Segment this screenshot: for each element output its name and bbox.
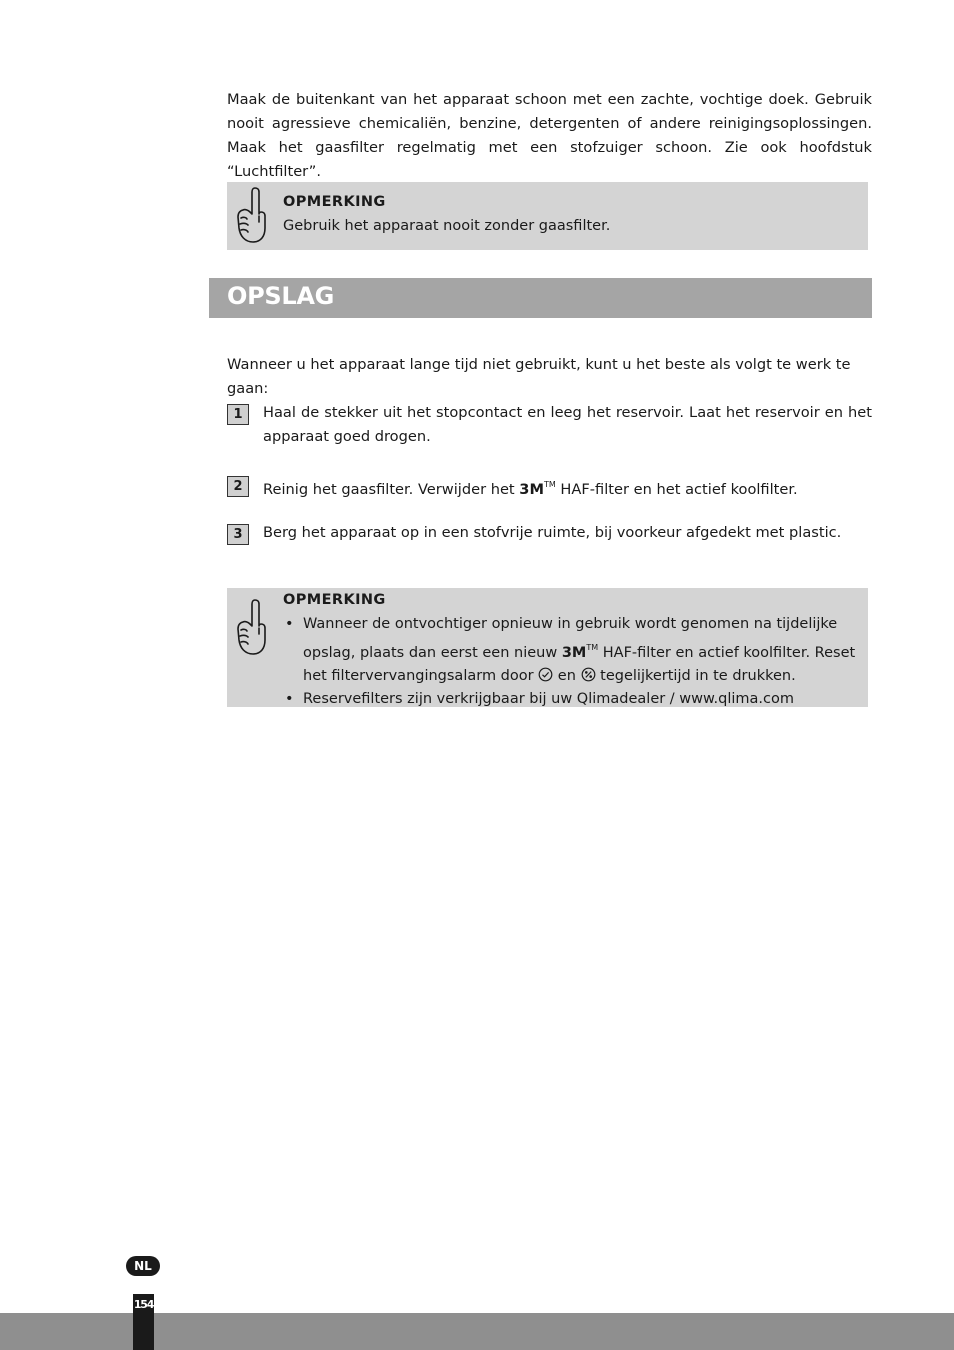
page-number: 154	[133, 1298, 154, 1311]
list-item	[283, 613, 858, 688]
page-tab	[133, 1294, 154, 1350]
step-text: Berg het apparaat op in een stofvrije ruimte, bij voorkeur afgedekt met plastic.	[263, 524, 842, 541]
note-text-part: tegelijkertijd in te drukken.	[595, 668, 796, 684]
trademark-mark: TM	[543, 480, 556, 489]
section-lead: Wanneer u het apparaat lange tijd niet gebruikt, kunt u het beste als volgt te werk te gaan:	[227, 356, 851, 397]
list-item: • Reservefilters zijn verkrijgbaar bij uw Qlimadealer / www.qlima.com	[283, 688, 858, 711]
note-box	[227, 588, 868, 707]
step-text-part: Reinig het gaasfilter. Verwijder het	[263, 481, 520, 498]
note-title: OPMERKING	[283, 592, 386, 608]
cleaning-paragraph: Maak de buitenkant van het apparaat schoon met een zachte, vochtige doek. Gebruik nooit agressieve chemicaliën, benzine, detergenten of andere reinigingsoplossingen. Maak het gaasfilter regelmatig met een stofzuiger schoon. Zie ook hoofdstuk “Luchtfilter”.	[227, 91, 872, 180]
step-number: 2	[227, 476, 249, 497]
pointing-hand-icon	[233, 596, 269, 658]
pointing-hand-icon	[233, 184, 269, 246]
step-number: 3	[227, 524, 249, 545]
section-title: OPSLAG	[227, 282, 335, 310]
language-badge: NL	[126, 1256, 160, 1276]
note-title: OPMERKING	[283, 194, 386, 210]
step-number: 1	[227, 404, 249, 425]
note-text-part: en	[553, 668, 581, 684]
trademark-mark: TM	[586, 643, 599, 652]
section-header-bar	[209, 278, 872, 318]
check-circle-icon	[538, 667, 553, 682]
note-text: Gebruik het apparaat nooit zonder gaasfilter.	[283, 218, 611, 234]
brand-name: 3M	[561, 645, 587, 661]
note-box	[227, 182, 868, 250]
note-text-part: Wanneer de ontvochtiger opnieuw in gebruik wordt genomen na tijdelijke opslag, plaats dan eerst een nieuw	[303, 616, 838, 661]
step-text-part: HAF-filter en het actief koolfilter.	[555, 481, 798, 498]
percent-circle-icon	[581, 667, 596, 682]
step-text: Haal de stekker uit het stopcontact en leeg het reservoir. Laat het reservoir en het apparaat goed drogen.	[263, 404, 872, 445]
note-text-part: HAF-filter en actief koolfilter. Reset het filtervervangingsalarm door	[303, 645, 856, 684]
step-text	[263, 473, 872, 502]
brand-name: 3M	[519, 481, 544, 498]
note-list	[283, 613, 858, 711]
